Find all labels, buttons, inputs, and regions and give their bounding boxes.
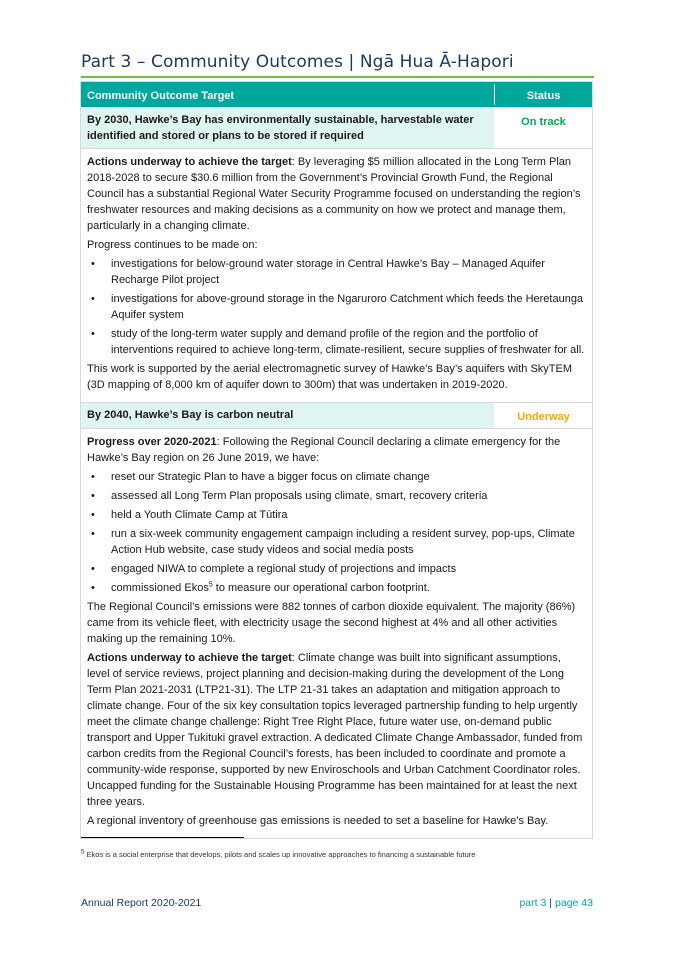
footnote-text: Ekos is a social enterprise that develops, pilots and scales up innovative approaches to financing a sustainable future — [86, 850, 476, 859]
details-row-carbon — [81, 429, 592, 838]
footnote-number: 5 — [81, 849, 85, 856]
carbon-actions-paragraph — [87, 650, 586, 810]
status-badge-on-track: On track — [495, 108, 592, 148]
bullet-icon: • — [91, 563, 95, 575]
bullet-icon: • — [91, 509, 95, 521]
water-progress-intro: Progress continues to be made on: — [87, 239, 258, 251]
footnote-divider — [81, 837, 244, 838]
list-item-text: engaged NIWA to complete a regional study of projections and impacts — [111, 563, 457, 575]
footnote-ref[interactable]: 5 — [208, 581, 213, 589]
list-item — [87, 256, 586, 288]
header-status: Status — [526, 90, 561, 102]
bullet-icon: • — [91, 258, 95, 270]
target-carbon-text: By 2040, Hawke’s Bay is carbon neutral — [81, 403, 495, 428]
details-water — [81, 149, 592, 402]
bullet-icon: • — [91, 582, 95, 594]
list-item — [87, 291, 586, 323]
header-target: Community Outcome Target — [81, 84, 495, 105]
list-item-text: run a six-week community engagement campaign including a resident survey, pop-ups, Climate Action Hub website, case study videos and social media posts — [111, 528, 575, 556]
footer-page-info — [519, 897, 593, 909]
list-item — [87, 326, 586, 358]
list-item — [87, 526, 586, 558]
table-header-row — [81, 82, 592, 108]
list-item — [87, 488, 586, 504]
carbon-actions-lead: Actions underway to achieve the target — [87, 652, 292, 664]
bullet-icon: • — [91, 490, 95, 502]
water-actions-lead: Actions underway to achieve the target — [87, 156, 292, 168]
page-title: Part 3 – Community Outcomes | Ngā Hua Ā-Hapori — [81, 52, 514, 72]
carbon-progress-paragraph — [87, 434, 586, 466]
water-actions-text: : By leveraging $5 million allocated in the Long Term Plan 2018-2028 to secure $30.6 million from the Government’s Provincial Growth Fund, the Regional Council has a substantial Regional Water Security Programme focused on understanding the region’s freshwater resources and making decisions as a community on how we protect and manage them, particularly in a changing climate. — [87, 156, 581, 232]
carbon-progress-lead: Progress over 2020-2021 — [87, 436, 217, 448]
list-item — [87, 561, 586, 577]
list-item-text-cont: to measure our operational carbon footprint. — [212, 582, 430, 594]
list-item — [87, 580, 586, 596]
footer-separator: | — [549, 897, 553, 909]
target-row-carbon — [81, 403, 592, 429]
list-item — [87, 469, 586, 485]
list-item-text: reset our Strategic Plan to have a bigger focus on climate change — [111, 471, 430, 483]
list-item-text: held a Youth Climate Camp at Tūtira — [111, 509, 288, 521]
footer-section: part 3 — [519, 897, 547, 909]
water-actions-paragraph — [87, 154, 586, 234]
footer-report-title: Annual Report 2020-2021 — [81, 897, 202, 909]
details-carbon — [81, 429, 592, 838]
list-item-text: investigations for below-ground water storage in Central Hawke’s Bay – Managed Aquifer Recharge Pilot project — [111, 258, 545, 286]
list-item-text: investigations for above-ground storage in the Ngaruroro Catchment which feeds the Heretaunga Aquifer system — [111, 293, 584, 321]
status-badge-underway: Underway — [495, 403, 592, 428]
list-item-text: assessed all Long Term Plan proposals using climate, smart, recovery criteria — [111, 490, 488, 502]
footnote — [81, 850, 475, 859]
carbon-emissions-paragraph: The Regional Council’s emissions were 882 tonnes of carbon dioxide equivalent. The majority (86%) came from its vehicle fleet, with electricity usage the second highest at 4% and all other activities making up the remaining 10%. — [87, 601, 576, 645]
list-item — [87, 507, 586, 523]
carbon-progress-text: : Following the Regional Council declaring a climate emergency for the Hawke’s Bay region on 26 June 2019, we have: — [87, 436, 561, 464]
target-water-text: By 2030, Hawke’s Bay has environmentally sustainable, harvestable water identified and stored or plans to be stored if required — [81, 108, 495, 148]
title-divider — [81, 76, 594, 78]
carbon-actions-text: : Climate change was built into significant assumptions, level of service reviews, project planning and decision-making during the development of the Long Term Plan 2021-2031 (LTP21-31). The LTP 21-31 takes an adaptation and mitigation approach to climate change. Four of the six key consultation topics leveraged partnership funding to help urgently meet the climate change challenge: Right Tree Right Place, future water use, on-demand public transport and Upper Tukituki gravel extraction. A dedicated Climate Change Ambassador, funded from carbon credits from the Regional Council’s forests, has been included to coordinate and promote a community-wide response, supported by new Enviroschools and Urban Catchment Coordinator roles. Uncapped funding for the Sustainable Housing Programme has been maintained for at least the next three years. — [87, 652, 583, 808]
target-row-water — [81, 108, 592, 149]
bullet-icon: • — [91, 293, 95, 305]
footer-page-number: page 43 — [555, 897, 593, 909]
water-skytem-paragraph: This work is supported by the aerial electromagnetic survey of Hawke’s Bay’s aquifers with SkyTEM (3D mapping of 8,000 km of aquifer down to 300m) that was undertaken in 2019-2020. — [87, 363, 573, 391]
list-item-text: commissioned Ekos — [111, 582, 209, 594]
bullet-icon: • — [91, 528, 95, 540]
carbon-bullet-list — [87, 469, 586, 596]
bullet-icon: • — [91, 328, 95, 340]
details-row-water — [81, 149, 592, 403]
outcomes-table — [80, 81, 593, 839]
list-item-text: study of the long-term water supply and demand profile of the region and the portfolio of interventions required to achieve long-term, climate-resilient, secure supplies of freshwater for all. — [111, 328, 585, 356]
bullet-icon: • — [91, 471, 95, 483]
carbon-inventory-paragraph: A regional inventory of greenhouse gas emissions is needed to set a baseline for Hawke’s Bay. — [87, 815, 549, 827]
water-bullet-list — [87, 256, 586, 358]
